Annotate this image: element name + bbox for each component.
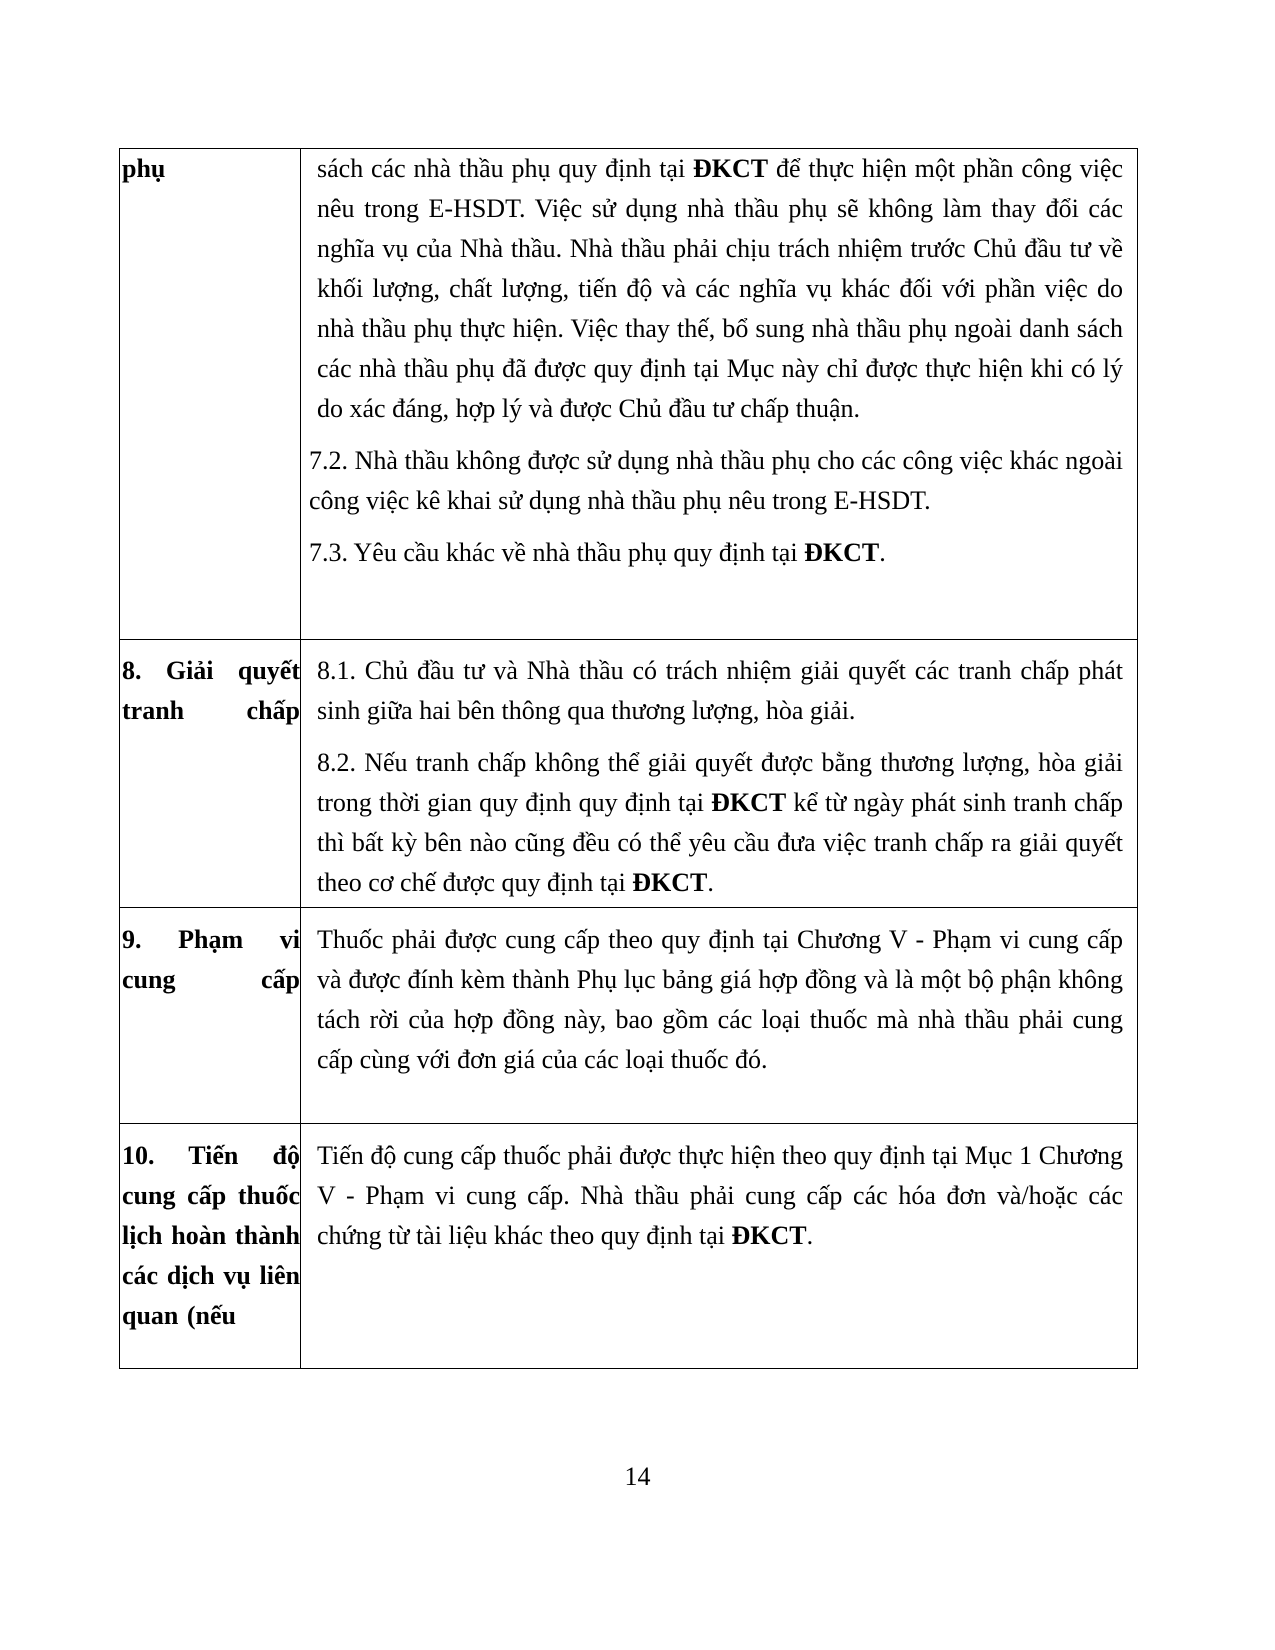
- table-row: [120, 640, 1138, 908]
- section-body-cell: [301, 1124, 1138, 1369]
- section-body-cell: [301, 149, 1138, 640]
- paragraph: Thuốc phải được cung cấp theo quy định tại Chương V - Phạm vi cung cấp và được đính kèm thành Phụ lục bảng giá hợp đồng và là một bộ phận không tách rời của hợp đồng này, bao gồm các loại thuốc mà nhà thầu phải cung cấp cùng với đơn giá của các loại thuốc đó.: [317, 925, 1123, 1074]
- section-title-cell: [120, 149, 301, 640]
- page-number: 14: [624, 1462, 651, 1491]
- paragraph: 8.1. Chủ đầu tư và Nhà thầu có trách nhiệm giải quyết các tranh chấp phát sinh giữa hai bên thông qua thương lượng, hòa giải.: [317, 656, 1123, 725]
- paragraph: 8.2. Nếu tranh chấp không thể giải quyết được bằng thương lượng, hòa giải trong thời gian quy định quy định tại ĐKCT kể từ ngày phát sinh tranh chấp thì bất kỳ bên nào cũng đều có thể yêu cầu đưa việc tranh chấp ra giải quyết theo cơ chế được quy định tại ĐKCT.: [317, 748, 1123, 897]
- paragraph: 7.3. Yêu cầu khác về nhà thầu phụ quy định tại ĐKCT.: [309, 538, 886, 567]
- paragraph: sách các nhà thầu phụ quy định tại ĐKCT để thực hiện một phần công việc nêu trong E-HSDT. Việc sử dụng nhà thầu phụ sẽ không làm thay đổi các nghĩa vụ của Nhà thầu. Nhà thầu phải chịu trách nhiệm trước Chủ đầu tư về khối lượng, chất lượng, tiến độ và các nghĩa vụ khác đối với phần việc do nhà thầu phụ thực hiện. Việc thay thế, bổ sung nhà thầu phụ ngoài danh sách các nhà thầu phụ đã được quy định tại Mục này chỉ được thực hiện khi có lý do xác đáng, hợp lý và được Chủ đầu tư chấp thuận.: [317, 154, 1123, 423]
- table-row: [120, 1124, 1138, 1369]
- terms-table: [119, 148, 1138, 1369]
- table-row: [120, 149, 1138, 640]
- section-title: phụ: [122, 154, 166, 183]
- section-title: 10. Tiến độ cung cấp thuốc lịch hoàn thành các dịch vụ liên quan (nếu: [122, 1141, 300, 1330]
- section-title: 8. Giải quyết tranh chấp: [122, 656, 300, 725]
- section-title-cell: [120, 1124, 301, 1369]
- section-body-cell: [301, 640, 1138, 908]
- section-title-cell: [120, 908, 301, 1124]
- section-title-cell: [120, 640, 301, 908]
- section-title: 9. Phạm vi cung cấp: [122, 925, 300, 994]
- section-body-cell: [301, 908, 1138, 1124]
- table-row: [120, 908, 1138, 1124]
- paragraph: Tiến độ cung cấp thuốc phải được thực hiện theo quy định tại Mục 1 Chương V - Phạm vi cung cấp. Nhà thầu phải cung cấp các hóa đơn và/hoặc các chứng từ tài liệu khác theo quy định tại ĐKCT.: [317, 1141, 1123, 1250]
- paragraph: 7.2. Nhà thầu không được sử dụng nhà thầu phụ cho các công việc khác ngoài công việc kê khai sử dụng nhà thầu phụ nêu trong E-HSDT.: [309, 446, 1123, 515]
